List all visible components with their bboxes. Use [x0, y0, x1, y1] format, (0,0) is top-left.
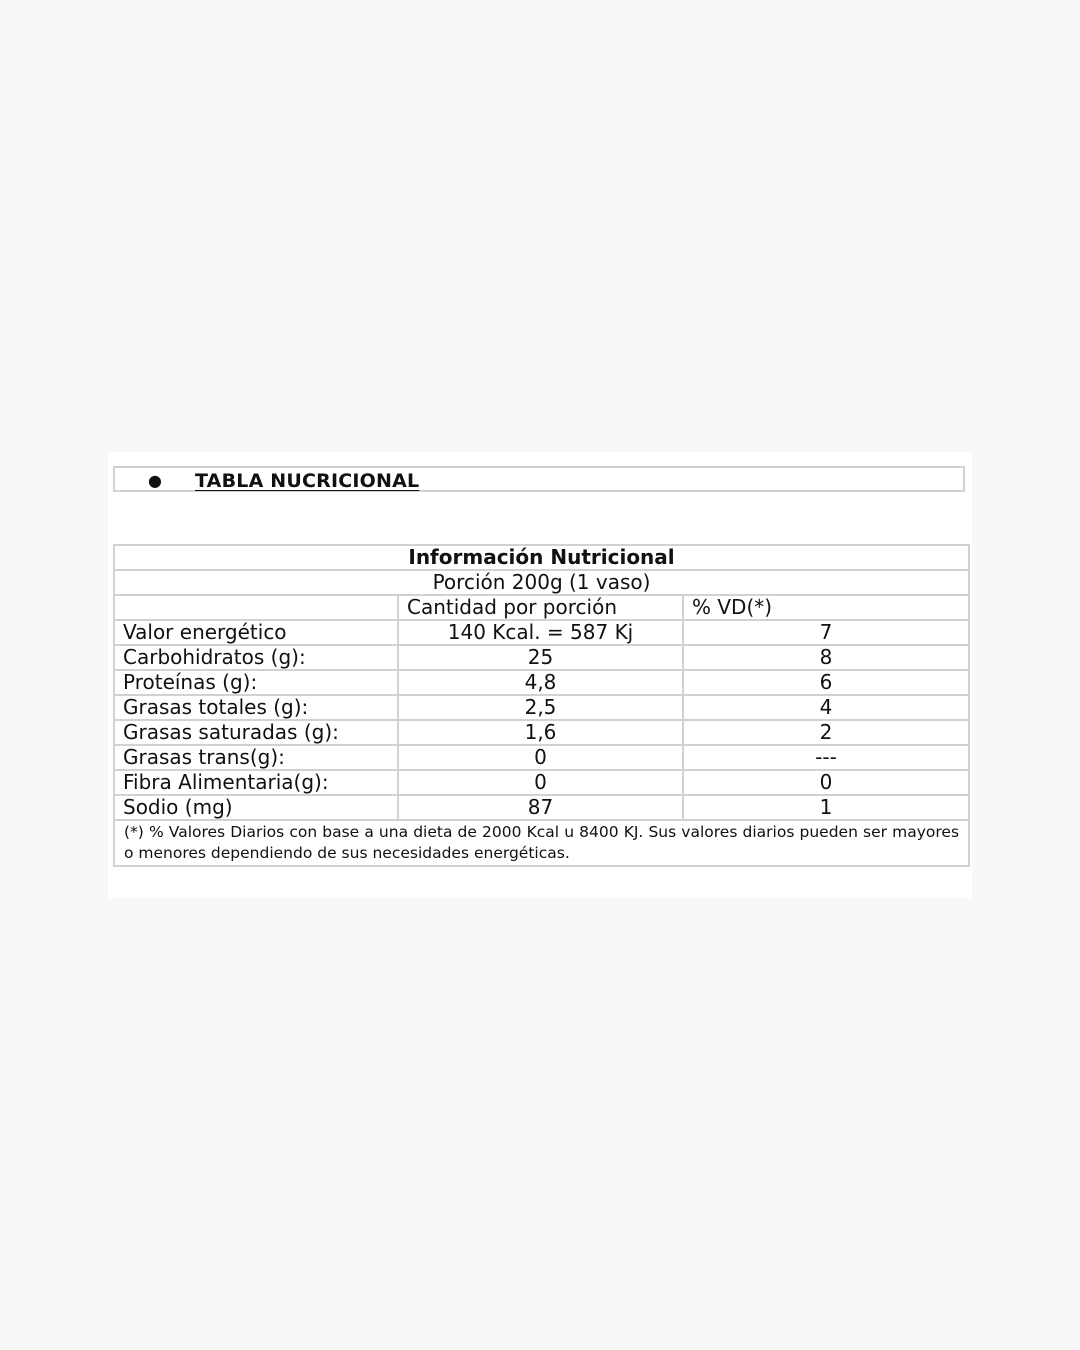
nutrient-daily-value: 4 [683, 695, 969, 720]
serving-row [114, 570, 969, 595]
header-amount: Cantidad por porción [398, 595, 683, 620]
nutrient-name: Carbohidratos (g): [114, 645, 398, 670]
table-row [114, 770, 969, 795]
page-title: TABLA NUCRICIONAL [195, 470, 420, 492]
heading-box [113, 466, 965, 492]
document-page [108, 452, 972, 898]
nutrient-daily-value: 7 [683, 620, 969, 645]
nutrient-daily-value: 8 [683, 645, 969, 670]
nutrient-amount: 0 [398, 770, 683, 795]
nutrient-amount: 140 Kcal. = 587 Kj [398, 620, 683, 645]
nutrient-amount: 0 [398, 745, 683, 770]
nutrition-table [113, 544, 970, 867]
table-row [114, 695, 969, 720]
header-empty-cell [114, 595, 398, 620]
nutrient-amount: 4,8 [398, 670, 683, 695]
bullet-icon: ● [148, 471, 162, 490]
nutrient-name: Grasas trans(g): [114, 745, 398, 770]
nutrient-name: Grasas saturadas (g): [114, 720, 398, 745]
header-row [114, 595, 969, 620]
table-title-row [114, 545, 969, 570]
nutrient-name: Proteínas (g): [114, 670, 398, 695]
nutrient-amount: 87 [398, 795, 683, 820]
nutrient-daily-value: 2 [683, 720, 969, 745]
serving-size: Porción 200g (1 vaso) [114, 570, 969, 595]
nutrient-name: Grasas totales (g): [114, 695, 398, 720]
nutrient-name: Valor energético [114, 620, 398, 645]
table-row [114, 795, 969, 820]
nutrient-daily-value: 0 [683, 770, 969, 795]
table-row [114, 670, 969, 695]
table-row [114, 745, 969, 770]
nutrient-daily-value: 1 [683, 795, 969, 820]
nutrient-amount: 2,5 [398, 695, 683, 720]
footnote-row [114, 820, 969, 866]
table-title: Información Nutricional [114, 545, 969, 570]
header-daily-value: % VD(*) [683, 595, 969, 620]
table-row [114, 645, 969, 670]
nutrient-daily-value: 6 [683, 670, 969, 695]
nutrient-amount: 1,6 [398, 720, 683, 745]
table-row [114, 620, 969, 645]
nutrient-name: Fibra Alimentaria(g): [114, 770, 398, 795]
nutrient-daily-value: --- [683, 745, 969, 770]
nutrient-amount: 25 [398, 645, 683, 670]
nutrient-name: Sodio (mg) [114, 795, 398, 820]
footnote: (*) % Valores Diarios con base a una dieta de 2000 Kcal u 8400 KJ. Sus valores diarios pueden ser mayores o menores dependiendo de sus necesidades energéticas. [114, 820, 969, 866]
table-row [114, 720, 969, 745]
